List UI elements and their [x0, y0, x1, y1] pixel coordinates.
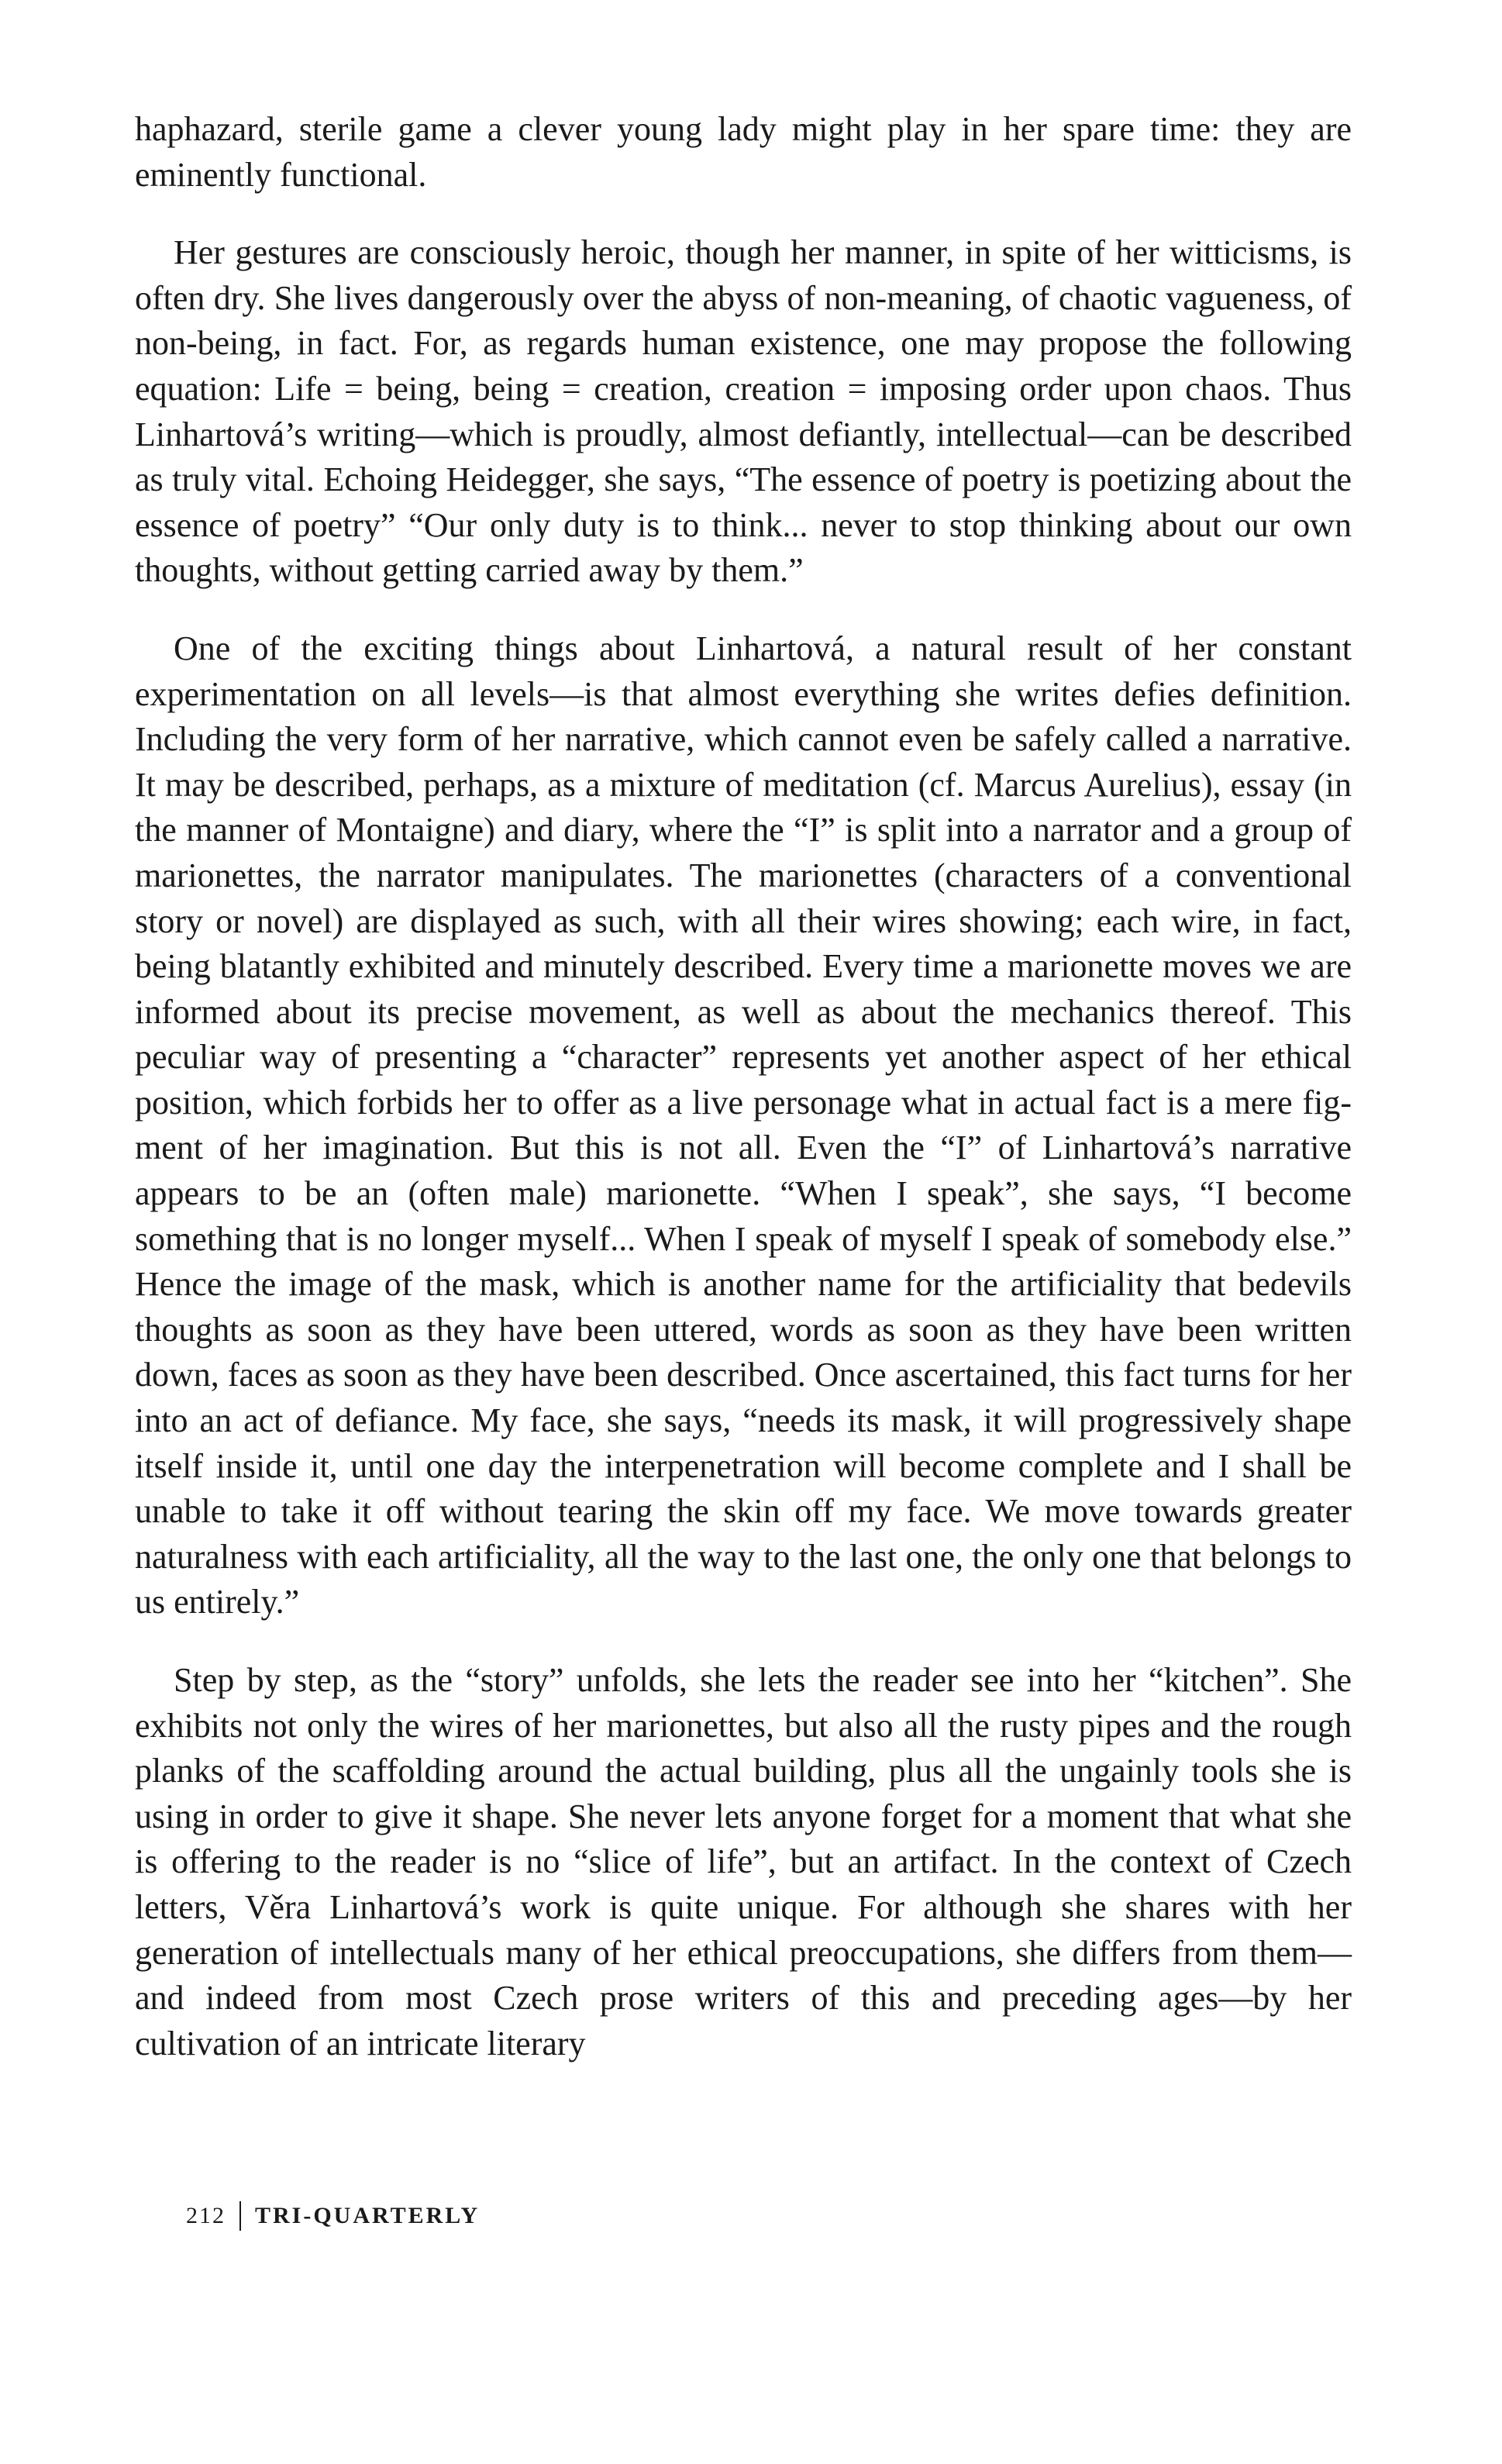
page-number: 212: [186, 2203, 226, 2228]
footer-divider: [239, 2201, 241, 2231]
page-body: [135, 107, 1352, 2066]
journal-title: TRI-QUARTERLY: [255, 2203, 481, 2228]
paragraph-gestures: Her gestures are consciously heroic, though her manner, in spite of her witticisms, is often dry. She lives dangerously over the abyss of non-meaning, of chaotic vagueness, of non-being, in fact. For, as regards human existence, one may propose the following equation: Life = being, being = creation, creation = imposing order upon chaos. Thus Linhartová’s writing—which is proudly, almost defiantly, intellectual—can be described as truly vital. Echoing Heidegger, she says, “The essence of poetry is poetizing about the essence of poetry” “Our only duty is to think... never to stop thinking about our own thoughts, without getting carried away by them.”: [135, 233, 1352, 590]
paragraph-kitchen: Step by step, as the “story” unfolds, she lets the reader see into her “kitchen”. She exhibits not only the wires of her marionettes, but also all the rusty pipes and the rough planks of the scaffolding around the actual building, plus all the ungainly tools she is using in order to give it shape. She never lets anyone forget for a moment that what she is offering to the reader is no “slice of life”, but an artifact. In the context of Czech letters, Věra Linhartová’s work is quite unique. For although she shares with her generation of intellectuals many of her ethical preoccupations, she differs from them—and indeed from most Czech prose writers of this and preceding ages—by her cultivation of an intricate literary: [135, 1661, 1352, 2063]
paragraph-continuation: haphazard, sterile game a clever young lady might play in her spare time: they are eminently functional.: [135, 110, 1352, 194]
paragraph-experimentation: One of the exciting things about Linhartová, a natural result of her constant experimentation on all levels—is that almost everything she writes defies definition. Including the very form of her narrative, which cannot even be safely called a narrative. It may be described, perhaps, as a mixture of meditation (cf. Marcus Aurelius), essay (in the manner of Montaigne) and diary, where the “I” is split into a narrator and a group of marionettes, the narrator manipulates. The marionettes (characters of a conventional story or novel) are displayed as such, with all their wires showing; each wire, in fact, being blatantly exhibited and minutely described. Every time a marionette moves we are informed about its precise movement, as well as about the mechanics thereof. This peculiar way of presenting a “character” represents yet another aspect of her ethical position, which forbids her to offer as a live personage what in actual fact is a mere figment of her imagination. But this is not all. Even the “I” of Linhartová’s narrative appears to be an (often male) marionette. “When I speak”, she says, “I become something that is no longer myself... When I speak of myself I speak of somebody else.” Hence the image of the mask, which is another name for the artificiality that bedevils thoughts as soon as they have been uttered, words as soon as they have been written down, faces as soon as they have been described. Once ascertained, this fact turns for her into an act of defiance. My face, she says, “needs its mask, it will progressively shape itself inside it, until one day the interpenetration will become complete and I shall be unable to take it off without tearing the skin off my face. We move towards greater naturalness with each artificiality, all the way to the last one, the only one that belongs to us entirely.”: [135, 629, 1352, 1621]
page-footer: [186, 2201, 480, 2231]
